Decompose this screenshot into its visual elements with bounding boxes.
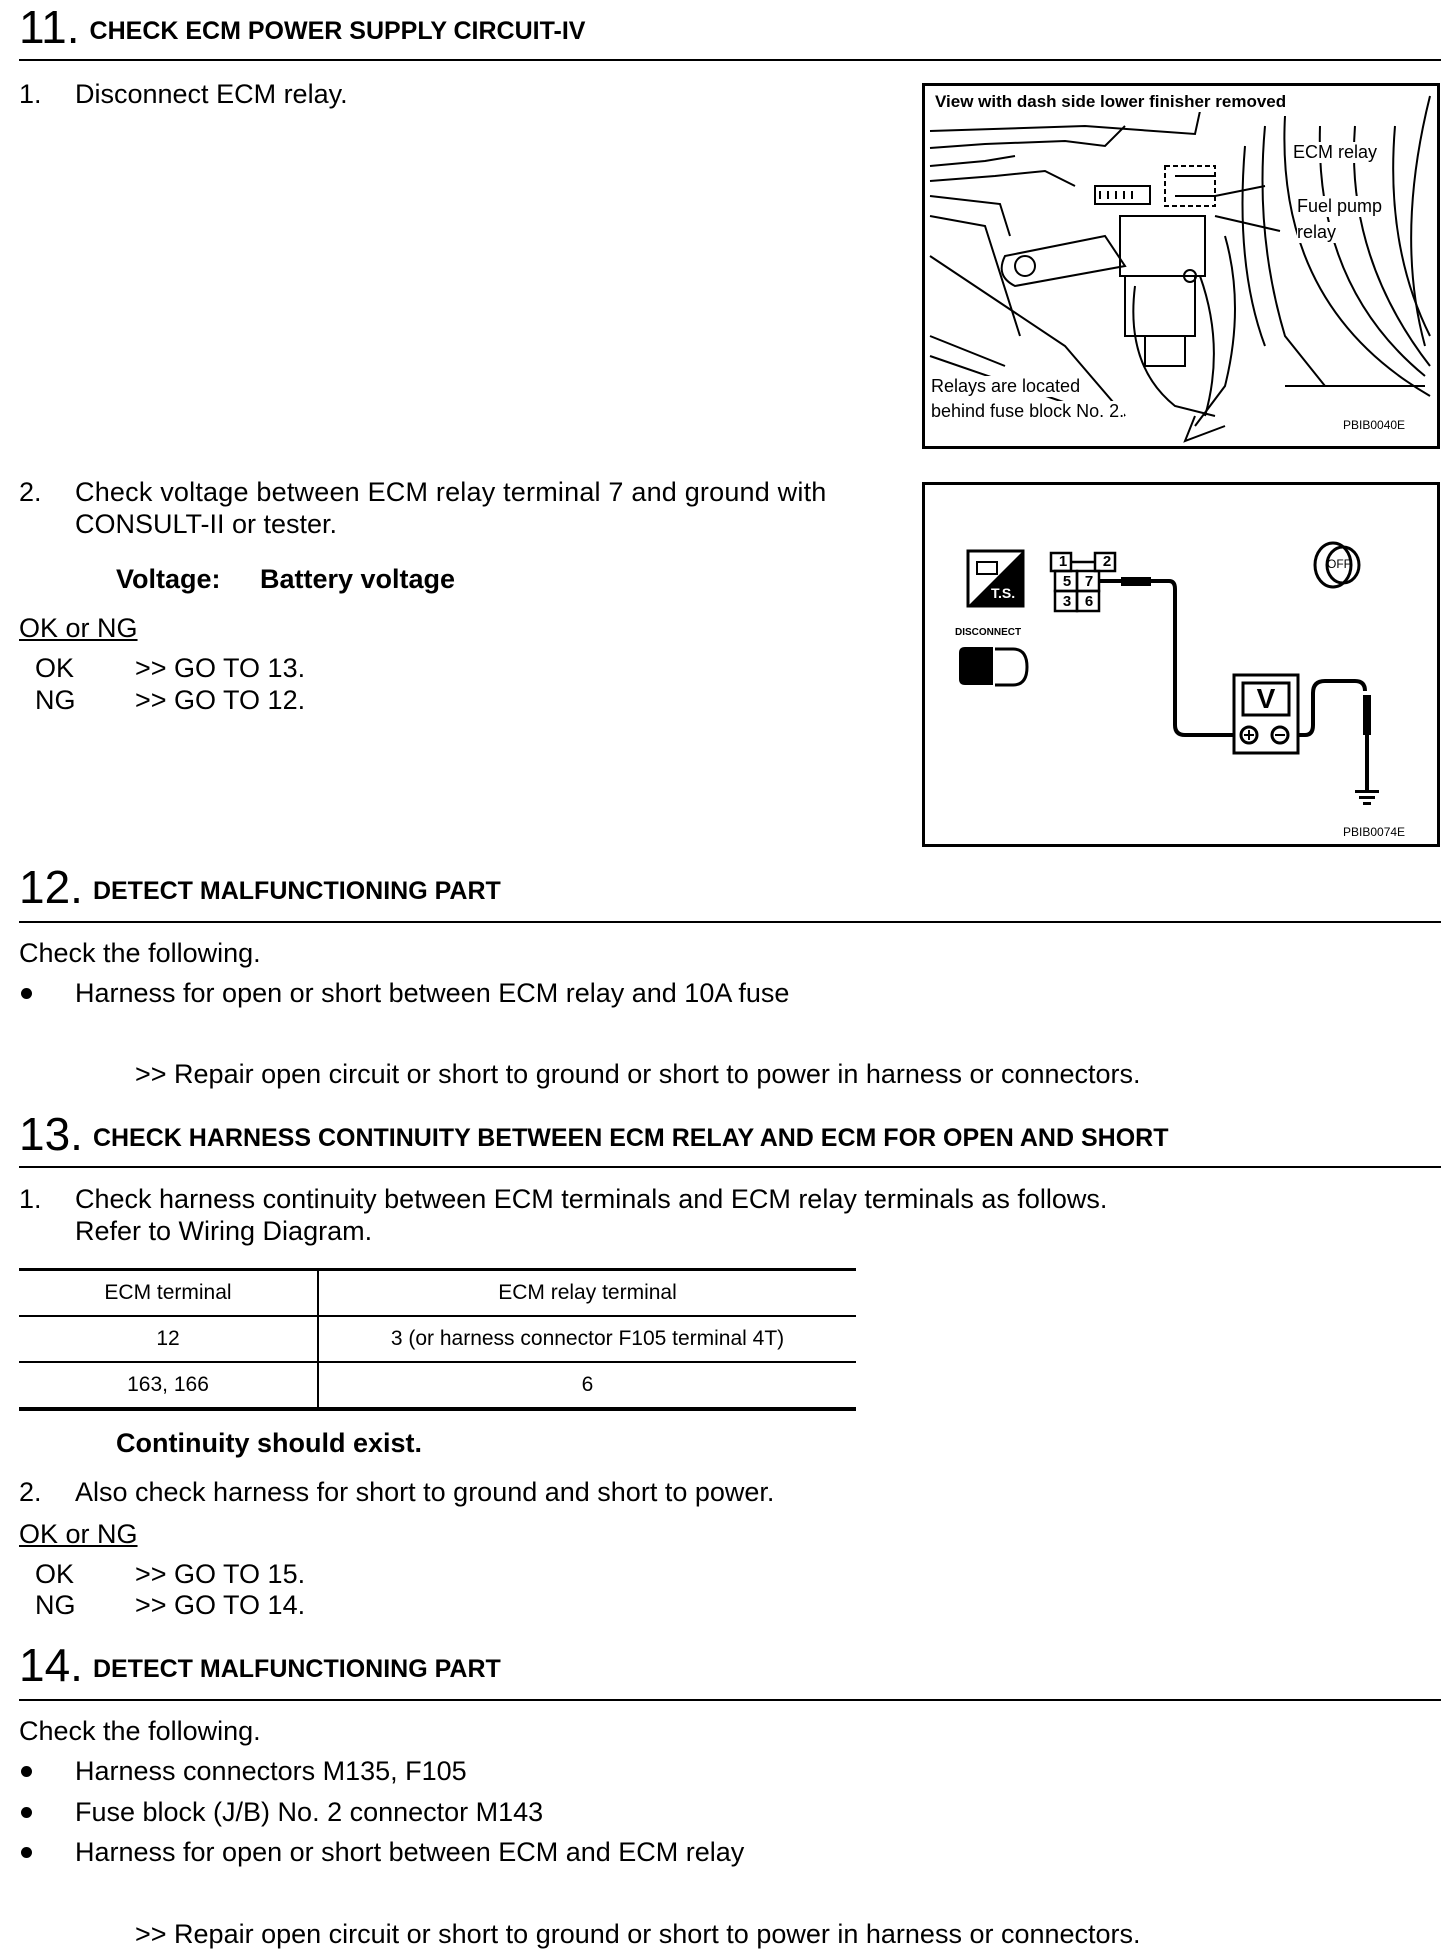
column-header: ECM terminal [19,1270,318,1317]
step-text: Check harness continuity between ECM terminals and ECM relay terminals as follows. [75,1184,1108,1214]
figure-code: PBIB0040E [1343,418,1406,432]
divider [19,1699,1441,1701]
ok-label: OK [35,1559,75,1589]
step-number: 2. [19,1477,42,1507]
figure-note-2: behind fuse block No. 2. [931,401,1125,421]
ok-action: >> GO TO 15. [135,1559,306,1589]
divider [19,921,1441,923]
bullet [21,1766,32,1777]
section-number: 13. [19,1108,83,1160]
step-text-2: Refer to Wiring Diagram. [75,1216,373,1246]
voltage-check-diagram [925,485,1437,844]
terminal-1: 1 [1058,553,1068,570]
bullet [21,1847,32,1858]
terminal-7: 7 [1084,573,1094,590]
ng-label: NG [35,685,76,715]
ts-label: T.S. [991,585,1016,601]
list-item: Harness connectors M135, F105 [75,1756,467,1786]
section-title: CHECK ECM POWER SUPPLY CIRCUIT-IV [89,17,586,45]
step-number: 1. [19,1184,42,1214]
terminal-2: 2 [1102,553,1112,570]
intro-text: Check the following. [19,1716,261,1746]
figure-caption: View with dash side lower finisher removed [935,92,1287,111]
figure-code: PBIB0074E [1343,825,1406,839]
ok-or-ng: OK or NG [19,613,138,643]
section-number: 11. [19,1,80,53]
section-number: 14. [19,1639,83,1691]
continuity-table [19,1268,856,1411]
table-cell: 163, 166 [19,1362,318,1409]
spec-value: Battery voltage [260,564,456,594]
figure-note: Relays are located [931,376,1081,396]
table-cell: 3 (or harness connector F105 terminal 4T) [318,1316,856,1362]
ignition-off-label: OFF [1327,557,1351,571]
table-header-row [19,1270,856,1317]
section-title: CHECK HARNESS CONTINUITY BETWEEN ECM RELAY AND ECM FOR OPEN AND SHORT [92,1124,1169,1152]
ok-label: OK [35,653,75,683]
ok-action: >> GO TO 13. [135,653,306,683]
section-title: DETECT MALFUNCTIONING PART [92,877,501,905]
step-text: Disconnect ECM relay. [75,79,348,109]
step-number: 1. [19,79,42,109]
table-cell: 12 [19,1316,318,1362]
fuel-pump-relay-label-2: relay [1297,222,1337,242]
intro-text: Check the following. [19,938,261,968]
section-number: 12. [19,861,83,913]
ok-or-ng: OK or NG [19,1519,138,1549]
list-item: Fuse block (J/B) No. 2 connector M143 [75,1797,544,1827]
voltage-check-figure [922,482,1440,847]
list-item: Harness for open or short between ECM and ECM relay [75,1837,745,1867]
ecm-relay-label: ECM relay [1293,142,1378,162]
ng-label: NG [35,1590,76,1620]
ng-action: >> GO TO 12. [135,685,306,715]
section-12-heading [19,861,501,913]
table-cell: 6 [318,1362,856,1409]
step-text: Check voltage between ECM relay terminal 7 and ground with [75,477,827,507]
spec-text: Continuity should exist. [116,1428,423,1458]
terminal-6: 6 [1084,593,1094,610]
step-text-2: CONSULT-II or tester. [75,509,338,539]
section-11-heading [19,1,586,53]
section-14-heading [19,1639,501,1691]
bullet [21,988,32,999]
disconnect-icon [959,647,1027,685]
fuel-pump-relay-label: Fuel pump [1297,196,1383,216]
section-13-heading [19,1108,1169,1160]
spec-label: Voltage: [116,564,221,594]
disconnect-label: DISCONNECT [955,627,1022,638]
action-text: >> Repair open circuit or short to ground or short to power in harness or connectors. [135,1919,1141,1949]
action-text: >> Repair open circuit or short to ground or short to power in harness or connectors. [135,1059,1141,1089]
terminal-3: 3 [1062,593,1072,610]
bullet [21,1807,32,1818]
divider [19,1166,1441,1168]
table-row [19,1362,856,1409]
table-row [19,1316,856,1362]
relay-location-figure [922,83,1440,449]
step-number: 2. [19,477,42,507]
step-text: Also check harness for short to ground and short to power. [75,1477,775,1507]
ng-action: >> GO TO 14. [135,1590,306,1620]
list-item: Harness for open or short between ECM relay and 10A fuse [75,978,790,1008]
divider [19,59,1441,61]
column-header: ECM relay terminal [318,1270,856,1317]
terminal-5: 5 [1062,573,1072,590]
meter-label: V [1256,683,1276,714]
section-title: DETECT MALFUNCTIONING PART [92,1655,501,1683]
